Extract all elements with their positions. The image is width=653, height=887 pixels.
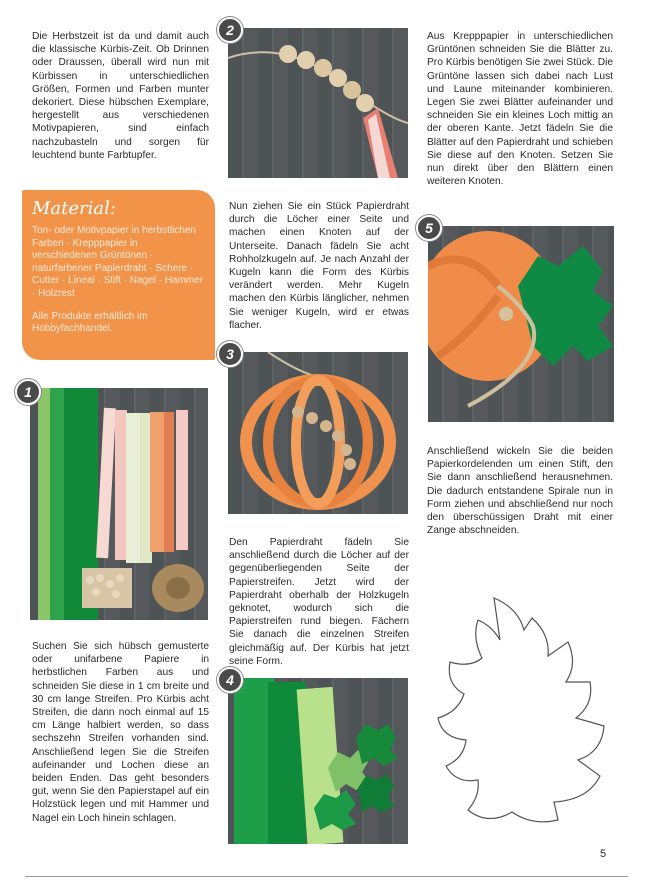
step-number-3: 3 xyxy=(217,341,243,367)
step-number-1: 1 xyxy=(15,379,41,405)
step-number-4: 4 xyxy=(217,667,243,693)
pumpkin-frame-illustration xyxy=(228,352,408,514)
step-number-2: 2 xyxy=(217,17,243,43)
leaf-template-outline xyxy=(428,590,628,830)
page-number: 5 xyxy=(600,848,607,860)
step-1-text: Suchen Sie sich hübsch gemusterte oder unifarbene Papiere in herbstlichen Farben aus und schneiden Sie diese in 1 cm breite und 30 cm lange Streifen. Pro Kürbis acht Streifen, die dann noch einmal auf 15 cm Länge halbiert werden, so dass sechszehn Streifen vorhanden sind. Anschließend legen Sie die Streifen aufeinander und Lochen diese an beiden Enden. Das geht besonders gut, wenn Sie den Papierstapel auf ein Holzstück legen und mit Hammer und Nagel ein Loch hinein schlagen. xyxy=(32,641,209,824)
step-4-text: Aus Krepppapier in unterschiedlichen Grüntönen schneiden Sie die Blätter zu. Pro Kürbis benötigen Sie zwei Stück. Die Grüntöne lassen sich dabei nach Lust und Laune miteinander kombinieren. Legen Sie zwei Blätter aufeinander und schneiden Sie ein kleines Loch mittig an der oberen Kante. Jetzt fädeln Sie die Blätter auf den Papierdraht und schieben Sie diese auf den Knoten. Setzen Sie nun direkt über den Blättern einen weiteren Knoten. xyxy=(427,31,613,188)
photo-step-4 xyxy=(228,678,408,844)
photo-step-5 xyxy=(428,226,614,422)
material-title: Material: xyxy=(32,198,116,219)
materials-illustration xyxy=(30,388,208,620)
photo-step-1 xyxy=(30,388,208,620)
footer-rule xyxy=(25,876,628,877)
step-2-text: Nun ziehen Sie ein Stück Papierdraht durch die Löcher einer Seite und machen einen Knoten auf der Unterseite. Danach fädeln Sie acht Rohholzkugeln auf. Je nach Anzahl der Kugeln kann die Form des Kürbis verändert werden. Mehr Kugeln machen den Kürbis länglicher, nehmen Sie weniger Kugeln, wird er etwas flacher. xyxy=(229,201,409,331)
step-5-text: Anschließend wickeln Sie die beiden Papierkordelenden um einen Stift, den Sie dann anschließend herausnehmen. Die dadurch entstandene Spirale nun in Form ziehen und abschließend nur noch den überschüssigen Draht mit einer Zange abschneiden. xyxy=(427,446,613,537)
photo-step-3 xyxy=(228,352,408,514)
material-box xyxy=(22,190,215,360)
finished-pumpkin-illustration xyxy=(428,226,614,422)
step-3-text: Den Papierdraht fädeln Sie anschließend durch die Löcher auf der gegenüberliegenden Seite der Papierstreifen. Jetzt wird der Papierdraht oberhalb der Holzkugeln geknotet, wodurch sich die Papierstreifen rund biegen. Fächern Sie danach die einzelnen Streifen gleichmäßig auf. Der Kürbis hat jetzt seine Form. xyxy=(229,537,409,667)
step-number-5: 5 xyxy=(416,215,442,241)
material-list: Ton- oder Motivpapier in herbstlichen Farben · Krepppapier in verschiedenen Grüntönen · naturfarbener Papierdraht · Schere · Cutter · Lineal · Stift · Nagel · Hammer · Holzrest xyxy=(32,225,204,299)
beads-illustration xyxy=(228,28,408,178)
photo-step-2 xyxy=(228,28,408,178)
leaves-illustration xyxy=(228,678,408,844)
intro-text: Die Herbstzeit ist da und damit auch die klassische Kürbis-Zeit. Ob Drinnen oder Draussen, überall wird nun mit Kürbissen in unterschiedlichen Größen, Formen und Farben munter dekoriert. Diese hübschen Exemplare, hergestellt aus verschiedenen Motivpapieren, sind einfach nachzubasteln und sorgen für leuchtend bunte Farbtupfer. xyxy=(32,31,209,161)
material-note: Alle Produkte erhältlich im Hobbyfachhandel. xyxy=(32,310,148,335)
